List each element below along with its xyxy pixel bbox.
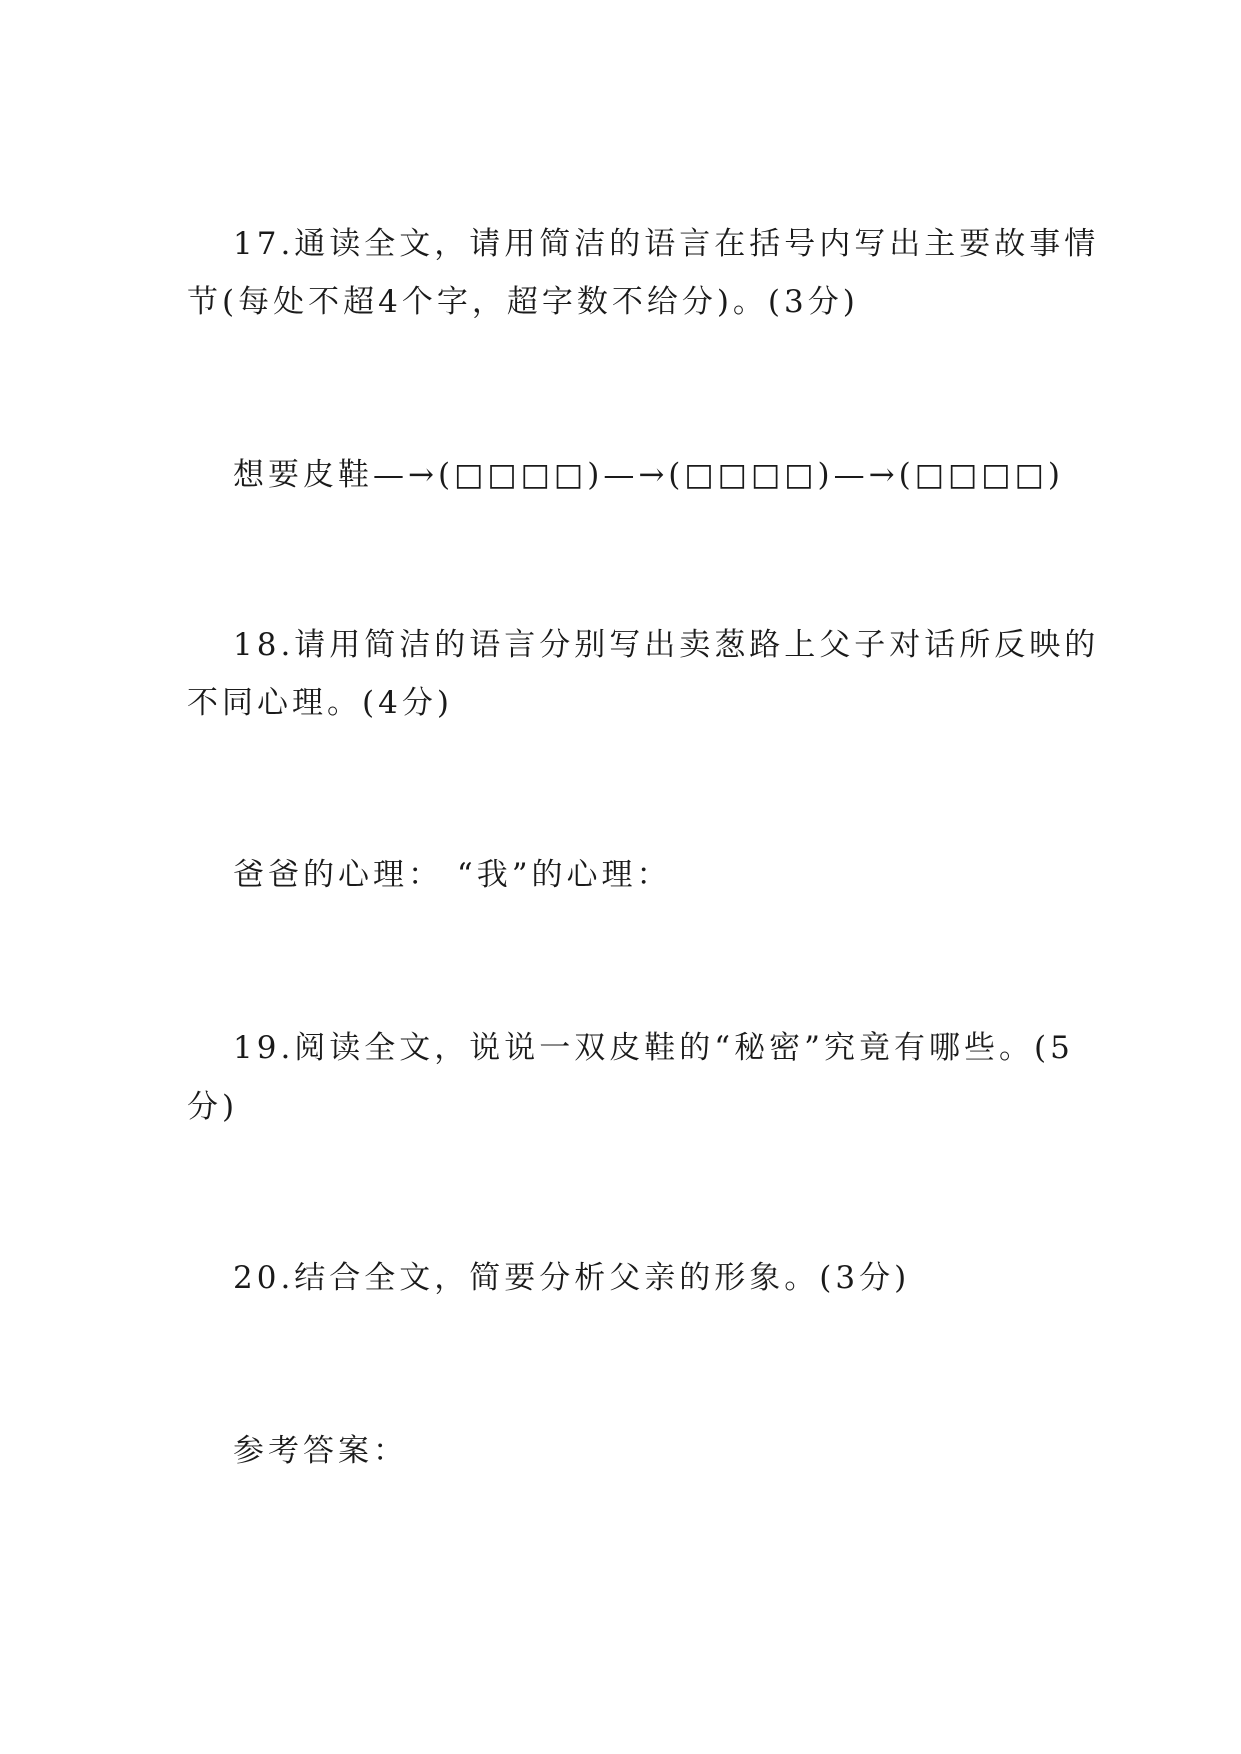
- q18-text-line-1: 18.请用简洁的语言分别写出卖葱路上父子对话所反映的: [233, 627, 1100, 663]
- q19-text-line-1: 19.阅读全文，说说一双皮鞋的“秘密”究竟有哪些。(5: [233, 1030, 1074, 1066]
- q18-answer-prompts: 爸爸的心理： “我”的心理：: [233, 857, 672, 893]
- q20-text-line-1: 20.结合全文，简要分析父亲的形象。(3分): [233, 1260, 911, 1296]
- q18-text-line-2: 不同心理。(4分): [187, 685, 453, 721]
- answers-heading: 参考答案：: [233, 1433, 408, 1469]
- q17-plot-flow: 想要皮鞋—→(□□□□)—→(□□□□)—→(□□□□): [233, 457, 1064, 493]
- q17-text-line-1: 17.通读全文，请用简洁的语言在括号内写出主要故事情: [233, 226, 1100, 262]
- q19-text-line-2: 分): [187, 1089, 239, 1125]
- q17-text-line-2: 节(每处不超4个字，超字数不给分)。(3分): [187, 284, 859, 320]
